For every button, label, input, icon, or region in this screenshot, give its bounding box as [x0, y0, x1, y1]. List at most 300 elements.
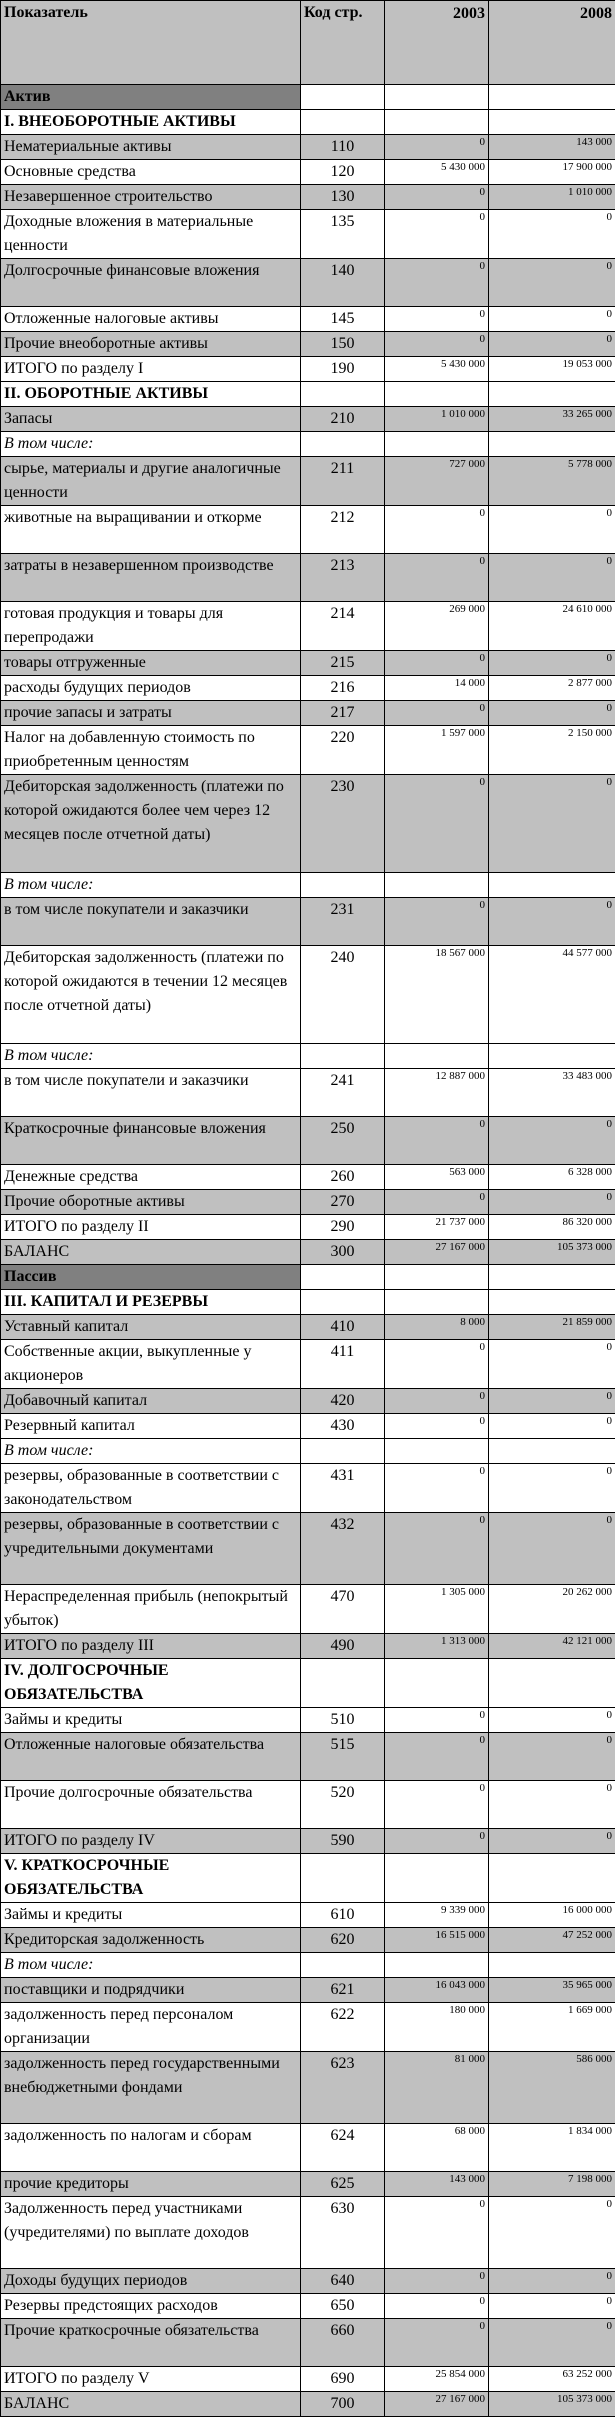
row-label: Незавершенное строительство: [1, 185, 301, 210]
row-value-2008: 0: [489, 1708, 615, 1733]
row-label: Денежные средства: [1, 1165, 301, 1190]
row-value-2008: [489, 85, 615, 110]
table-row: [1, 676, 615, 701]
row-label: Нераспределенная прибыль (непокрытый убыток): [1, 1585, 301, 1634]
row-label: Прочие оборотные активы: [1, 1190, 301, 1215]
row-value-2008: 1 010 000: [489, 185, 615, 210]
row-value-2003: [385, 110, 489, 135]
row-value-2008: 0: [489, 1414, 615, 1439]
table-row: [1, 2392, 615, 2417]
row-value-2003: 27 167 000: [385, 1240, 489, 1265]
row-code: 431: [301, 1464, 385, 1513]
table-row: [1, 2003, 615, 2052]
table-row: [1, 2172, 615, 2197]
row-label: Займы и кредиты: [1, 1903, 301, 1928]
row-value-2003: 180 000: [385, 2003, 489, 2052]
row-value-2008: 1 834 000: [489, 2124, 615, 2172]
row-label: прочие кредиторы: [1, 2172, 301, 2197]
row-code: 411: [301, 1340, 385, 1389]
row-label: товары отгруженные: [1, 651, 301, 676]
row-code: 621: [301, 1978, 385, 2003]
table-row: [1, 1190, 615, 1215]
row-value-2008: 33 265 000: [489, 407, 615, 432]
row-label: Займы и кредиты: [1, 1708, 301, 1733]
row-value-2008: 16 000 000: [489, 1903, 615, 1928]
row-value-2003: 0: [385, 1190, 489, 1215]
row-label: Добавочный капитал: [1, 1389, 301, 1414]
row-value-2008: 6 328 000: [489, 1165, 615, 1190]
table-row: [1, 382, 615, 407]
table-row: [1, 2124, 615, 2172]
row-label: поставщики и подрядчики: [1, 1978, 301, 2003]
row-label: расходы будущих периодов: [1, 676, 301, 701]
row-label: Основные средства: [1, 160, 301, 185]
row-label: II. ОБОРОТНЫЕ АКТИВЫ: [1, 382, 301, 407]
row-code: 624: [301, 2124, 385, 2172]
row-code: 660: [301, 2319, 385, 2367]
row-value-2003: 16 515 000: [385, 1928, 489, 1953]
row-code: 190: [301, 357, 385, 382]
row-code: [301, 1290, 385, 1315]
row-label: Дебиторская задолженность (платежи по которой ожидаются более чем через 12 месяцев после отчетной даты): [1, 775, 301, 873]
row-label: Уставный капитал: [1, 1315, 301, 1340]
row-value-2003: [385, 432, 489, 457]
row-value-2003: 0: [385, 1414, 489, 1439]
row-value-2003: 0: [385, 1829, 489, 1854]
table-row: [1, 1340, 615, 1389]
row-value-2003: 12 887 000: [385, 1069, 489, 1117]
row-value-2003: 0: [385, 1708, 489, 1733]
row-label: Долгосрочные финансовые вложения: [1, 259, 301, 307]
row-label: задолженность по налогам и сборам: [1, 2124, 301, 2172]
row-value-2003: [385, 1290, 489, 1315]
row-value-2003: 0: [385, 554, 489, 602]
row-code: 630: [301, 2197, 385, 2269]
row-label: сырье, материалы и другие аналогичные ценности: [1, 457, 301, 506]
table-row: [1, 457, 615, 506]
table-row: [1, 898, 615, 946]
row-value-2008: 143 000: [489, 135, 615, 160]
row-value-2008: 0: [489, 775, 615, 873]
table-row: [1, 110, 615, 135]
row-value-2008: 0: [489, 2269, 615, 2294]
row-value-2008: 19 053 000: [489, 357, 615, 382]
table-row: [1, 432, 615, 457]
row-value-2003: 1 305 000: [385, 1585, 489, 1634]
row-code: 290: [301, 1215, 385, 1240]
row-code: 214: [301, 602, 385, 651]
row-value-2008: 0: [489, 2294, 615, 2319]
row-label: В том числе:: [1, 1044, 301, 1069]
row-value-2008: 0: [489, 651, 615, 676]
table-row: [1, 1781, 615, 1829]
row-code: 622: [301, 2003, 385, 2052]
row-value-2008: 0: [489, 1733, 615, 1781]
row-label: Прочие долгосрочные обязательства: [1, 1781, 301, 1829]
row-value-2003: 27 167 000: [385, 2392, 489, 2417]
row-label: Дебиторская задолженность (платежи по которой ожидаются в течении 12 месяцев после отчетной даты): [1, 946, 301, 1044]
row-label: задолженность перед государственными внебюджетными фондами: [1, 2052, 301, 2124]
row-value-2003: [385, 85, 489, 110]
header-code: Код стр.: [301, 1, 385, 85]
row-value-2008: 21 859 000: [489, 1315, 615, 1340]
row-label: БАЛАНС: [1, 1240, 301, 1265]
row-value-2008: [489, 110, 615, 135]
row-code: 212: [301, 506, 385, 554]
row-value-2003: 563 000: [385, 1165, 489, 1190]
row-value-2008: [489, 1953, 615, 1978]
row-code: 210: [301, 407, 385, 432]
row-code: 690: [301, 2367, 385, 2392]
row-label: задолженность перед персоналом организации: [1, 2003, 301, 2052]
row-value-2003: [385, 1439, 489, 1464]
row-code: 120: [301, 160, 385, 185]
row-code: 610: [301, 1903, 385, 1928]
row-value-2003: 14 000: [385, 676, 489, 701]
row-code: 620: [301, 1928, 385, 1953]
row-value-2008: 586 000: [489, 2052, 615, 2124]
table-row: [1, 1069, 615, 1117]
row-value-2003: 0: [385, 1513, 489, 1585]
row-code: 623: [301, 2052, 385, 2124]
row-value-2008: 0: [489, 554, 615, 602]
row-label: I. ВНЕОБОРОТНЫЕ АКТИВЫ: [1, 110, 301, 135]
row-label: Задолженность перед участниками (учредителями) по выплате доходов: [1, 2197, 301, 2269]
row-value-2008: 0: [489, 1117, 615, 1165]
row-value-2008: [489, 382, 615, 407]
header-year-2008: 2008: [489, 1, 615, 85]
row-value-2008: 0: [489, 2197, 615, 2269]
row-code: 515: [301, 1733, 385, 1781]
row-value-2008: 5 778 000: [489, 457, 615, 506]
table-row: [1, 1928, 615, 1953]
row-value-2003: 68 000: [385, 2124, 489, 2172]
row-value-2008: 63 252 000: [489, 2367, 615, 2392]
row-label: ИТОГО по разделу IV: [1, 1829, 301, 1854]
row-value-2008: [489, 1659, 615, 1708]
row-value-2003: 143 000: [385, 2172, 489, 2197]
table-row: [1, 1240, 615, 1265]
row-value-2008: 17 900 000: [489, 160, 615, 185]
table-row: [1, 1978, 615, 2003]
row-code: 270: [301, 1190, 385, 1215]
row-value-2003: 0: [385, 2197, 489, 2269]
table-row: [1, 1389, 615, 1414]
row-value-2003: 0: [385, 1389, 489, 1414]
table-row: [1, 1585, 615, 1634]
row-value-2003: 0: [385, 2319, 489, 2367]
row-code: 432: [301, 1513, 385, 1585]
header-indicator: Показатель: [1, 1, 301, 85]
row-code: 520: [301, 1781, 385, 1829]
row-label: прочие запасы и затраты: [1, 701, 301, 726]
table-row: [1, 1117, 615, 1165]
row-label: ИТОГО по разделу I: [1, 357, 301, 382]
row-code: 150: [301, 332, 385, 357]
row-value-2008: 0: [489, 1829, 615, 1854]
table-row: [1, 2197, 615, 2269]
row-value-2003: 269 000: [385, 602, 489, 651]
row-value-2003: 16 043 000: [385, 1978, 489, 2003]
row-label: Запасы: [1, 407, 301, 432]
row-value-2003: 0: [385, 259, 489, 307]
table-row: [1, 1829, 615, 1854]
row-value-2003: 727 000: [385, 457, 489, 506]
row-code: [301, 110, 385, 135]
table-row: [1, 1733, 615, 1781]
row-value-2008: [489, 1854, 615, 1903]
row-label: животные на выращивании и откорме: [1, 506, 301, 554]
row-value-2003: 0: [385, 135, 489, 160]
row-code: 211: [301, 457, 385, 506]
table-row: [1, 332, 615, 357]
row-value-2003: [385, 1044, 489, 1069]
row-value-2003: 1 313 000: [385, 1634, 489, 1659]
row-value-2008: [489, 1290, 615, 1315]
row-value-2008: 7 198 000: [489, 2172, 615, 2197]
row-label: в том числе покупатели и заказчики: [1, 1069, 301, 1117]
row-value-2008: 105 373 000: [489, 2392, 615, 2417]
row-value-2003: 0: [385, 898, 489, 946]
row-code: 490: [301, 1634, 385, 1659]
row-code: 470: [301, 1585, 385, 1634]
table-row: [1, 1414, 615, 1439]
row-value-2008: 42 121 000: [489, 1634, 615, 1659]
row-value-2008: 0: [489, 307, 615, 332]
row-value-2003: 81 000: [385, 2052, 489, 2124]
row-code: 145: [301, 307, 385, 332]
table-row: [1, 1290, 615, 1315]
row-code: 625: [301, 2172, 385, 2197]
row-value-2003: 8 000: [385, 1315, 489, 1340]
table-row: [1, 259, 615, 307]
table-row: [1, 726, 615, 775]
row-value-2008: 86 320 000: [489, 1215, 615, 1240]
table-row: [1, 2294, 615, 2319]
row-value-2003: 5 430 000: [385, 160, 489, 185]
table-row: [1, 651, 615, 676]
table-row: [1, 407, 615, 432]
table-row: [1, 873, 615, 898]
row-value-2008: 0: [489, 701, 615, 726]
row-code: 213: [301, 554, 385, 602]
row-value-2003: 18 567 000: [385, 946, 489, 1044]
row-label: Налог на добавленную стоимость по приобретенным ценностям: [1, 726, 301, 775]
row-code: 640: [301, 2269, 385, 2294]
row-label: Доходы будущих периодов: [1, 2269, 301, 2294]
table-row: [1, 2052, 615, 2124]
row-label: ИТОГО по разделу II: [1, 1215, 301, 1240]
row-code: 220: [301, 726, 385, 775]
row-code: [301, 432, 385, 457]
row-code: 650: [301, 2294, 385, 2319]
row-value-2003: 9 339 000: [385, 1903, 489, 1928]
row-code: 130: [301, 185, 385, 210]
row-label: резервы, образованные в соответствии с законодательством: [1, 1464, 301, 1513]
row-code: 250: [301, 1117, 385, 1165]
row-value-2003: [385, 382, 489, 407]
table-row: [1, 2367, 615, 2392]
table-row: [1, 602, 615, 651]
table-row: [1, 554, 615, 602]
row-value-2008: [489, 1439, 615, 1464]
row-value-2003: 0: [385, 701, 489, 726]
row-value-2008: 33 483 000: [489, 1069, 615, 1117]
row-value-2003: 0: [385, 775, 489, 873]
table-row: [1, 1953, 615, 1978]
row-label: Краткосрочные финансовые вложения: [1, 1117, 301, 1165]
row-label: Отложенные налоговые активы: [1, 307, 301, 332]
row-code: 216: [301, 676, 385, 701]
row-code: 300: [301, 1240, 385, 1265]
table-row: [1, 1903, 615, 1928]
table-row: [1, 946, 615, 1044]
row-label: Прочие внеоборотные активы: [1, 332, 301, 357]
table-row: [1, 1265, 615, 1290]
row-code: 135: [301, 210, 385, 259]
row-code: 420: [301, 1389, 385, 1414]
row-code: 410: [301, 1315, 385, 1340]
row-value-2008: 47 252 000: [489, 1928, 615, 1953]
row-label: Пассив: [1, 1265, 301, 1290]
row-value-2008: 0: [489, 1513, 615, 1585]
row-value-2003: 0: [385, 2294, 489, 2319]
row-value-2008: 0: [489, 1190, 615, 1215]
table-row: [1, 85, 615, 110]
row-label: III. КАПИТАЛ И РЕЗЕРВЫ: [1, 1290, 301, 1315]
row-value-2003: 0: [385, 185, 489, 210]
row-value-2003: [385, 1659, 489, 1708]
row-code: 241: [301, 1069, 385, 1117]
row-value-2003: 0: [385, 1340, 489, 1389]
row-value-2008: 35 965 000: [489, 1978, 615, 2003]
row-code: [301, 1439, 385, 1464]
row-value-2008: [489, 1265, 615, 1290]
row-label: готовая продукция и товары для перепродажи: [1, 602, 301, 651]
row-value-2008: 0: [489, 1464, 615, 1513]
row-code: 215: [301, 651, 385, 676]
table-row: [1, 1464, 615, 1513]
table-row: [1, 210, 615, 259]
table-row: [1, 1165, 615, 1190]
row-label: Собственные акции, выкупленные у акционеров: [1, 1340, 301, 1389]
row-label: Кредиторская задолженность: [1, 1928, 301, 1953]
row-label: БАЛАНС: [1, 2392, 301, 2417]
row-value-2003: 21 737 000: [385, 1215, 489, 1240]
table-row: [1, 1044, 615, 1069]
row-value-2003: 0: [385, 506, 489, 554]
row-value-2003: 0: [385, 1117, 489, 1165]
row-value-2003: 25 854 000: [385, 2367, 489, 2392]
row-value-2003: 0: [385, 332, 489, 357]
row-code: 510: [301, 1708, 385, 1733]
row-label: резервы, образованные в соответствии с учредительными документами: [1, 1513, 301, 1585]
table-row: [1, 307, 615, 332]
row-label: Актив: [1, 85, 301, 110]
row-value-2003: 5 430 000: [385, 357, 489, 382]
row-code: 230: [301, 775, 385, 873]
table-row: [1, 357, 615, 382]
row-value-2008: 1 669 000: [489, 2003, 615, 2052]
row-value-2008: 0: [489, 1340, 615, 1389]
row-label: В том числе:: [1, 432, 301, 457]
table-row: [1, 506, 615, 554]
row-value-2003: 1 010 000: [385, 407, 489, 432]
row-value-2008: 0: [489, 506, 615, 554]
row-code: 110: [301, 135, 385, 160]
row-value-2003: [385, 1854, 489, 1903]
row-value-2003: 0: [385, 1464, 489, 1513]
row-code: [301, 382, 385, 407]
row-value-2003: 0: [385, 1781, 489, 1829]
row-value-2003: [385, 873, 489, 898]
header-year-2003: 2003: [385, 1, 489, 85]
row-value-2003: 0: [385, 307, 489, 332]
row-code: [301, 85, 385, 110]
row-label: Отложенные налоговые обязательства: [1, 1733, 301, 1781]
row-value-2008: 2 877 000: [489, 676, 615, 701]
row-code: 231: [301, 898, 385, 946]
row-value-2003: 1 597 000: [385, 726, 489, 775]
table-row: [1, 160, 615, 185]
row-code: 700: [301, 2392, 385, 2417]
table-row: [1, 1215, 615, 1240]
row-label: Прочие краткосрочные обязательства: [1, 2319, 301, 2367]
row-label: Резервный капитал: [1, 1414, 301, 1439]
row-code: 217: [301, 701, 385, 726]
table-row: [1, 1659, 615, 1708]
row-label: V. КРАТКОСРОЧНЫЕ ОБЯЗАТЕЛЬСТВА: [1, 1854, 301, 1903]
row-label: В том числе:: [1, 1953, 301, 1978]
table-row: [1, 2269, 615, 2294]
balance-sheet-body: [1, 1, 615, 2417]
row-code: 590: [301, 1829, 385, 1854]
row-code: [301, 1854, 385, 1903]
row-code: [301, 873, 385, 898]
row-code: 260: [301, 1165, 385, 1190]
header-row: [1, 1, 615, 85]
row-value-2008: 0: [489, 1781, 615, 1829]
table-row: [1, 775, 615, 873]
row-code: [301, 1659, 385, 1708]
row-label: ИТОГО по разделу III: [1, 1634, 301, 1659]
row-label: в том числе покупатели и заказчики: [1, 898, 301, 946]
row-label: затраты в незавершенном производстве: [1, 554, 301, 602]
row-value-2008: 20 262 000: [489, 1585, 615, 1634]
row-value-2008: 0: [489, 1389, 615, 1414]
row-label: ИТОГО по разделу V: [1, 2367, 301, 2392]
row-code: 140: [301, 259, 385, 307]
row-value-2008: 24 610 000: [489, 602, 615, 651]
row-value-2008: [489, 873, 615, 898]
row-value-2008: [489, 432, 615, 457]
row-value-2003: 0: [385, 2269, 489, 2294]
table-row: [1, 1513, 615, 1585]
row-code: [301, 1953, 385, 1978]
row-label: Нематериальные активы: [1, 135, 301, 160]
row-value-2003: 0: [385, 1733, 489, 1781]
row-value-2003: 0: [385, 210, 489, 259]
row-value-2008: 0: [489, 2319, 615, 2367]
row-value-2008: 0: [489, 259, 615, 307]
row-code: 240: [301, 946, 385, 1044]
row-value-2008: [489, 1044, 615, 1069]
row-value-2008: 44 577 000: [489, 946, 615, 1044]
row-value-2008: 0: [489, 210, 615, 259]
table-row: [1, 2319, 615, 2367]
table-row: [1, 1708, 615, 1733]
table-row: [1, 1315, 615, 1340]
